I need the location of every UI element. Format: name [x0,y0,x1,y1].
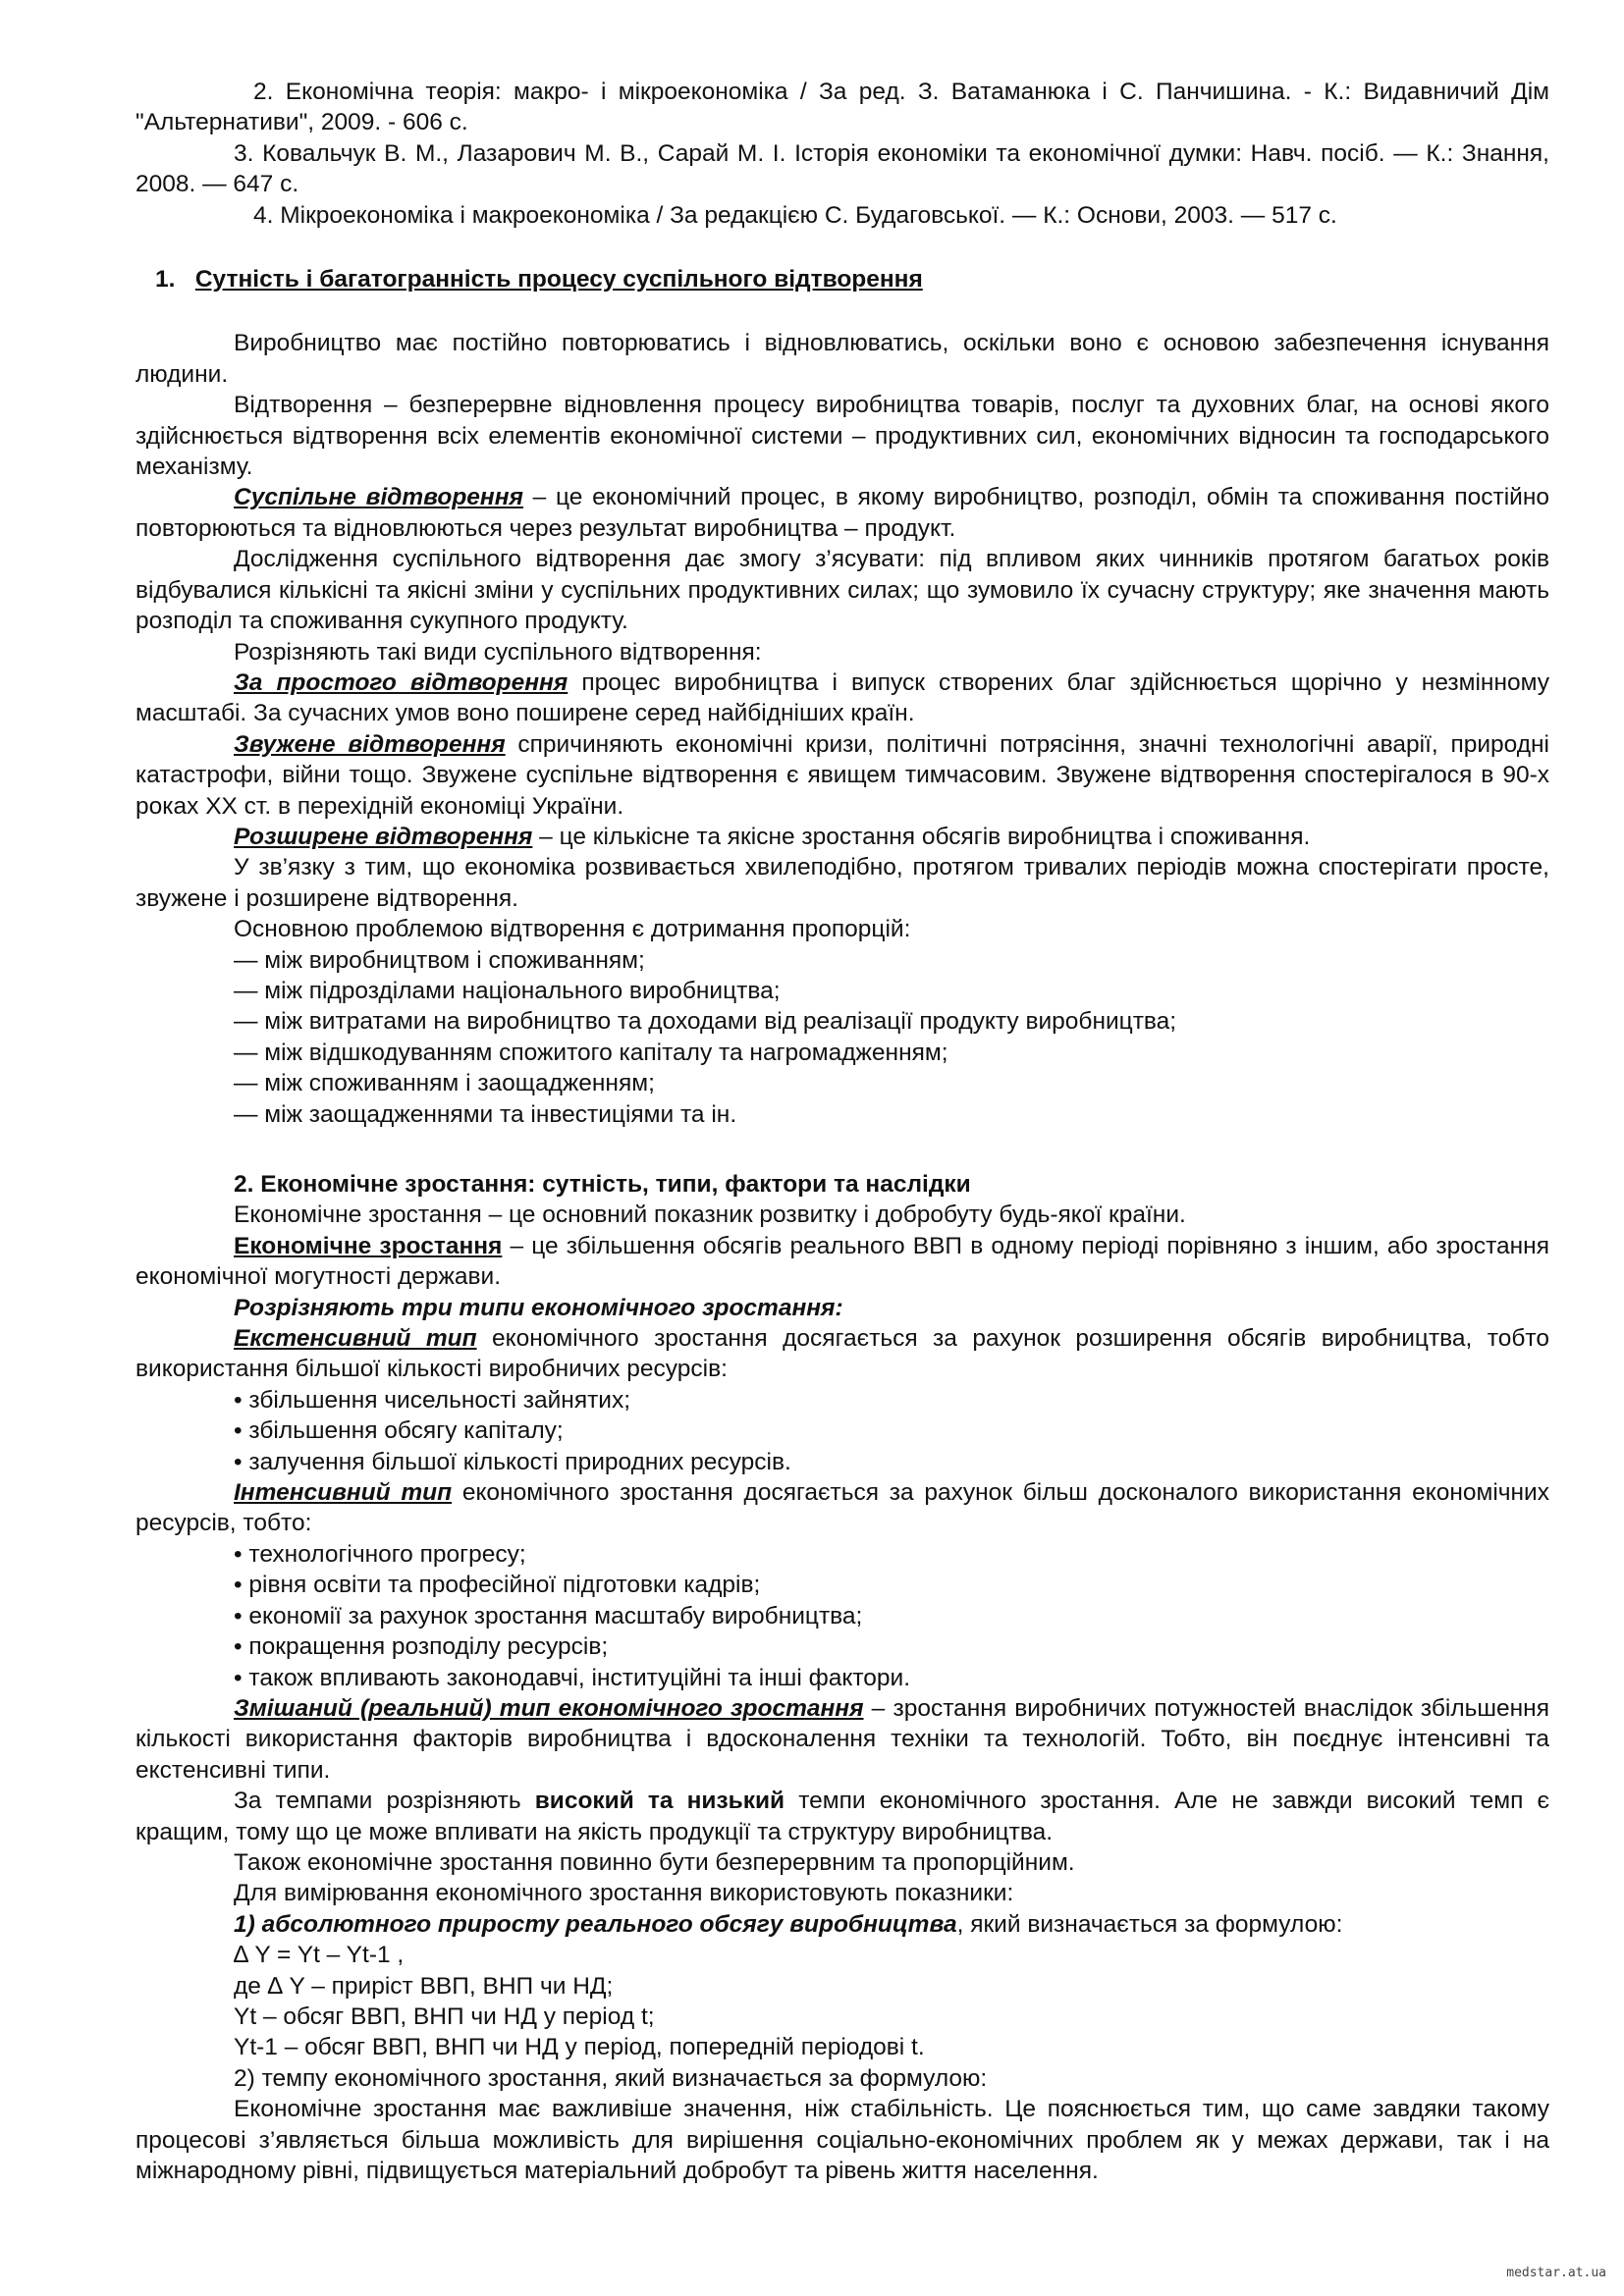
term: Екстенсивний тип [234,1325,477,1353]
definition: Yt-1 – обсяг ВВП, ВНП чи НД у період, попередній періодові t. [234,2034,925,2061]
paragraph-text: , який визначається за формулою: [956,1910,1343,1938]
list-item: • рівня освіти та професійної підготовки кадрів; [234,1572,761,1599]
paragraph [135,667,1549,729]
paragraph-text: – зростання виробничих потужностей внаслідок збільшення кількості використання факторів виробництва і вдосконалення техніки та технологій. Тобто, він поєднує інтенсивні та екстенсивні типи. [135,1694,1549,1784]
paragraph [135,1693,1549,1786]
term: 1) абсолютного приросту реального обсягу виробництва [234,1910,957,1938]
intensive-factors-list [135,1539,1549,1693]
emphasis: високий та низький [534,1788,785,1815]
paragraph: Економічне зростання – це основний показник розвитку і добробуту будь-якої країни. [234,1201,1186,1229]
paragraph [135,1477,1549,1539]
section-1-heading [135,264,1549,294]
list-item: • залучення більшої кількості природних ресурсів. [234,1448,791,1475]
list-item: — між витратами на виробництво та доходами від реалізації продукту виробництва; [234,1008,1177,1036]
formula: ∆ Y = Yt – Yt-1 , [234,1942,405,1969]
section-2-heading: 2. Економічне зростання: сутність, типи, фактори та наслідки [234,1171,971,1198]
paragraph-text: економічного зростання досягається за рахунок розширення обсягів виробництва, тобто використання більшої кількості виробничих ресурсів: [135,1325,1549,1383]
paragraph: Економічне зростання має важливіше значення, ніж стабільність. Це пояснюється тим, що саме завдяки такому процесові з’являється більша можливість для вирішення соціально-економічних проблем як у межах держави, так і на міжнародному рівні, підвищується матеріальний добробут та рівень життя населення. [135,2096,1549,2184]
document-body [135,77,1549,2186]
paragraph-text: – це збільшення обсягів реального ВВП в одному періоді порівняно з іншим, або зростання економічної могутності держави. [135,1232,1549,1291]
paragraph-text: спричиняють економічні кризи, політичні потрясіння, значні технологічні аварії, природні катастрофи, війни тощо. Звужене суспільне відтворення є явищем тимчасовим. Звужене відтворення спостерігалося в 90-х роках XX ст. в перехідній економіці України. [135,730,1550,820]
reference-item: 4. Мікроекономіка і макроекономіка / За редакцією С. Будаговської. — К.: Основи, 2003. — 517 с. [253,201,1337,229]
list-item: — між споживанням і заощадженням; [234,1070,655,1097]
paragraph [135,822,1549,852]
paragraph-text: темпи економічного зростання. Але не завжди високий темп є кращим, тому що це може впливати на якість продукції та структуру виробництва. [135,1788,1550,1845]
list-item: — між відшкодуванням спожитого капіталу та нагромадженням; [234,1039,948,1066]
term: Інтенсивний тип [234,1479,453,1507]
reference-item: 3. Ковальчук В. М., Лазарович М. В., Сарай М. І. Історія економіки та економічної думки: Навч. посіб. — К.: Знання, 2008. — 647 с. [135,139,1549,198]
paragraph [135,1786,1549,1847]
paragraph-text: – це кількісне та якісне зростання обсягів виробництва і споживання. [532,823,1311,850]
definition: де ∆ Y – приріст ВВП, ВНП чи НД; [234,1972,614,2000]
section-1-title: Сутність і багатогранність процесу суспільного відтворення [194,266,923,294]
term: Суспільне відтворення [234,484,523,511]
paragraph-text: – це економічний процес, в якому виробництво, розподіл, обмін та споживання постійно повторюються та відновлюються через результат виробництва – продукт. [135,484,1549,542]
list-item: • збільшення чисельності зайнятих; [234,1386,631,1414]
reference-item: 2. Економічна теорія: макро- і мікроекономіка / За ред. З. Ватаманюка і С. Панчишина. - К.: Видавничий Дім "Альтернативи", 2009. - 606 с. [135,79,1549,136]
reference-list [135,77,1549,231]
paragraph: 2) темпу економічного зростання, який визначається за формулою: [234,2064,988,2092]
section-1-number: 1. [155,266,176,294]
term: Економічне зростання [234,1232,503,1259]
site-watermark: medstar.at.ua [1506,2265,1606,2280]
types-heading: Розрізняють три типи економічного зростання: [234,1294,843,1321]
term: Розширене відтворення [234,823,533,850]
paragraph [135,1231,1549,1293]
list-item: — між заощадженнями та інвестиціями та ін. [234,1100,737,1128]
paragraph-text: процес виробництва і випуск створених благ здійснюється щорічно у незмінному масштабі. За сучасних умов воно поширене серед найбідніших країн. [135,668,1549,727]
list-item: • збільшення обсягу капіталу; [234,1417,564,1445]
extensive-factors-list [135,1385,1549,1477]
term: За простого відтворення [234,668,568,696]
list-item: • покращення розподілу ресурсів; [234,1633,609,1661]
paragraph [135,1909,1549,1940]
paragraph: Дослідження суспільного відтворення дає змогу з’ясувати: під впливом яких чинників протягом багатьох років відбувалися кількісні та якісні зміни у суспільних продуктивних силах; що зумовило їх сучасну структуру; яке значення мають розподіл та споживання сукупного продукту. [135,546,1549,635]
paragraph: Відтворення – безперервне відновлення процесу виробництва товарів, послуг та духовних благ, на основі якого здійснюється відтворення всіх елементів економічної системи – продуктивних сил, економічних відносин та господарського механізму. [135,392,1549,481]
paragraph-text: економічного зростання досягається за рахунок більш досконалого використання економічних ресурсів, тобто: [135,1479,1549,1537]
paragraph [135,482,1549,544]
list-item: — між виробництвом і споживанням; [234,946,645,974]
proportions-list [135,945,1549,1130]
paragraph: У зв’язку з тим, що економіка розвивається хвилеподібно, протягом тривалих періодів можна спостерігати просте, звужене і розширене відтворення. [135,854,1549,912]
list-item: • технологічного прогресу; [234,1540,526,1568]
list-item: • економії за рахунок зростання масштабу виробництва; [234,1602,863,1629]
definition: Yt – обсяг ВВП, ВНП чи НД у період t; [234,2002,655,2030]
paragraph [135,1323,1549,1385]
list-item: — між підрозділами національного виробництва; [234,977,781,1004]
paragraph: Основною проблемою відтворення є дотримання пропорцій: [234,916,911,943]
paragraph-text: За темпами розрізняють [234,1788,535,1815]
term: Змішаний (реальний) тип економічного зростання [234,1694,864,1722]
paragraph: Виробництво має постійно повторюватись і відновлюватись, оскільки воно є основою забезпечення існування людини. [135,330,1549,388]
paragraph [135,729,1549,822]
paragraph: Також економічне зростання повинно бути безперервним та пропорційним. [234,1848,1075,1876]
paragraph: Розрізняють такі види суспільного відтворення: [234,638,762,666]
list-item: • також впливають законодавчі, інституційні та інші фактори. [234,1664,911,1691]
term: Звужене відтворення [234,730,506,758]
paragraph: Для вимірювання економічного зростання використовують показники: [234,1880,1014,1907]
